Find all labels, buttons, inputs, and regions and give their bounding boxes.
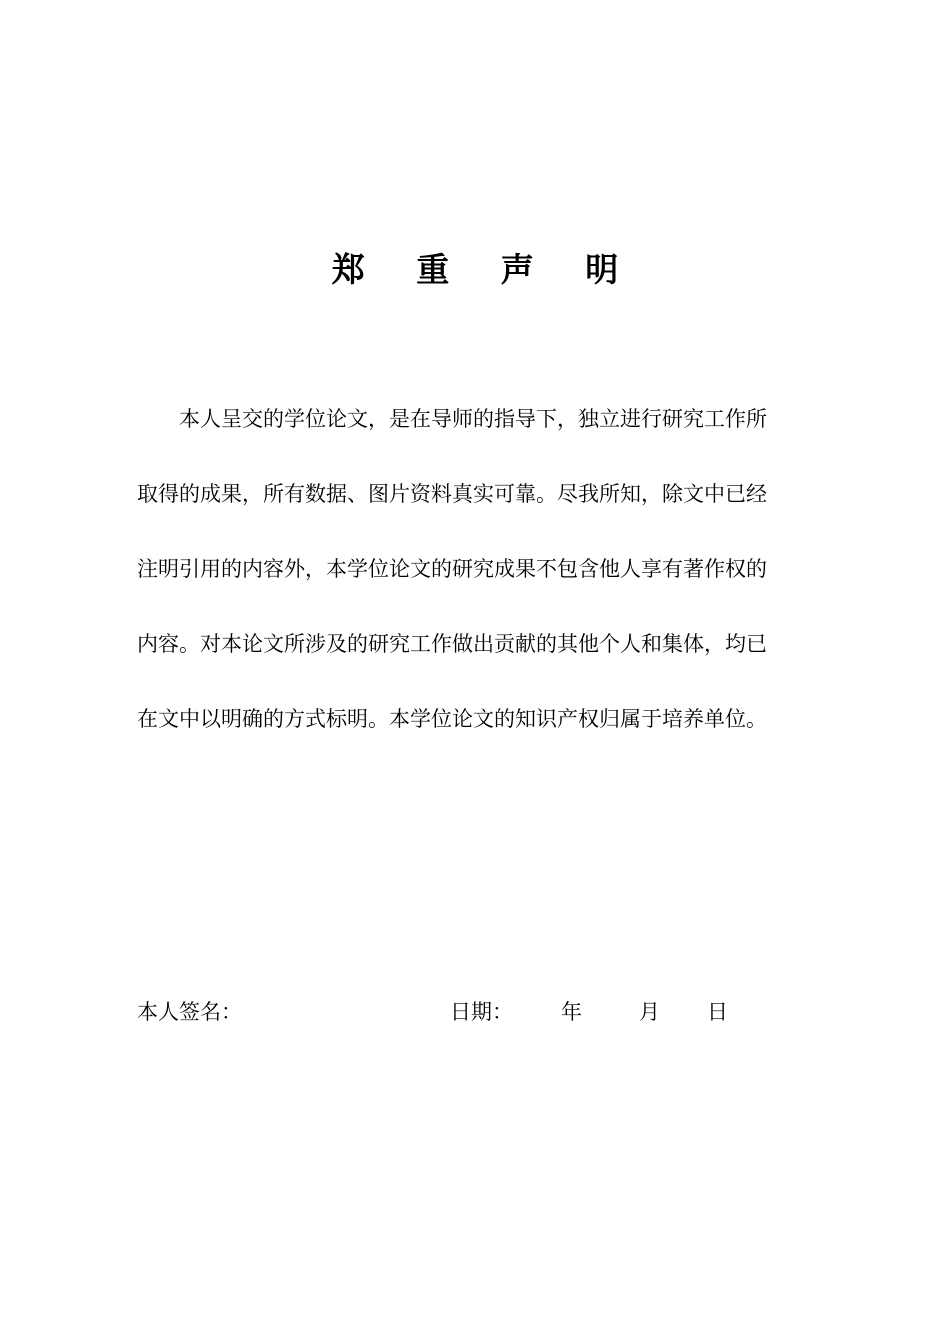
declaration-text (137, 382, 815, 757)
signature-label: 本人签名： (137, 1000, 242, 1024)
page-title: 郑 重 声 明 (331, 250, 639, 289)
day-label: 日 (707, 1000, 728, 1024)
signature-row (137, 996, 815, 1028)
declaration-line: 取得的成果，所有数据、图片资料真实可靠。尽我所知，除文中已经 (137, 482, 767, 506)
declaration-line: 在文中以明确的方式标明。本学位论文的知识产权归属于培养单位。 (137, 707, 767, 731)
declaration-line: 本人呈交的学位论文，是在导师的指导下，独立进行研究工作所 (179, 407, 767, 431)
declaration-line: 注明引用的内容外，本学位论文的研究成果不包含他人享有著作权的 (137, 557, 767, 581)
year-label: 年 (561, 1000, 582, 1024)
declaration-line: 内容。对本论文所涉及的研究工作做出贡献的其他个人和集体，均已 (137, 632, 767, 656)
date-label: 日期： (450, 1000, 513, 1024)
month-label: 月 (639, 1000, 660, 1024)
